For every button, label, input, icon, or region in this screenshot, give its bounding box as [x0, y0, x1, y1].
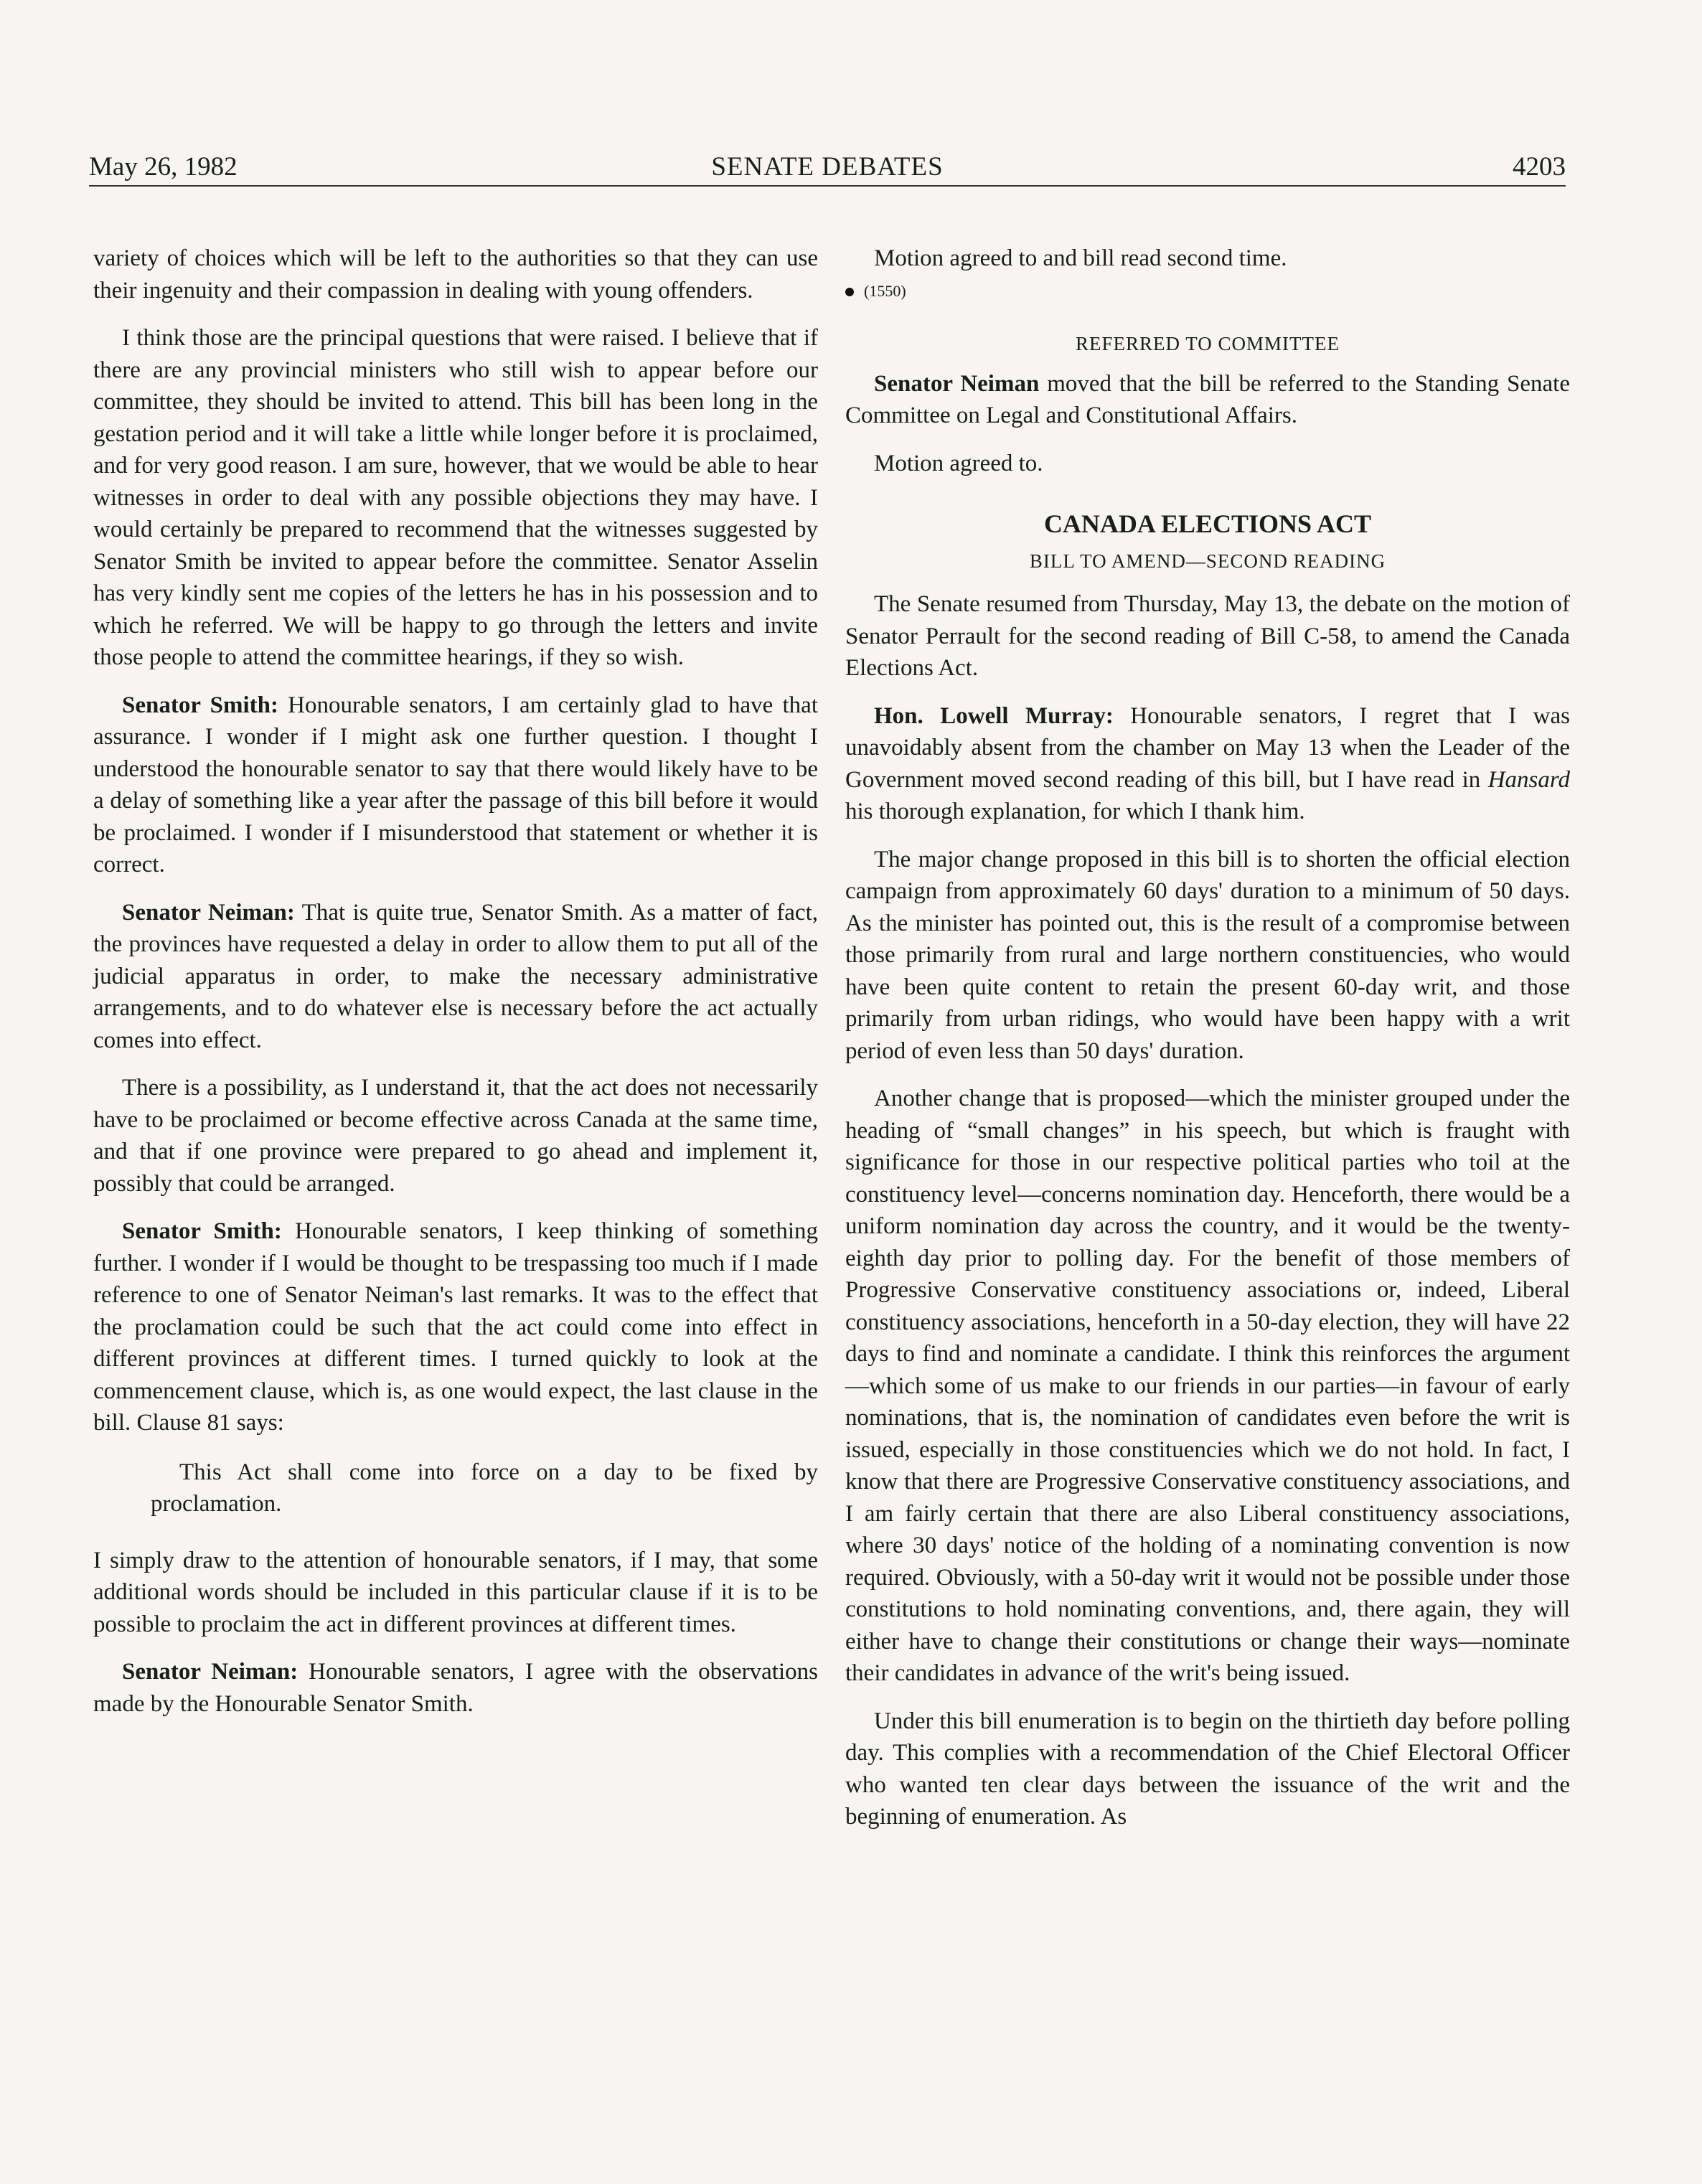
paragraph: [845, 700, 1570, 828]
paragraph: I think those are the principal questions that were raised. I believe that if there are any provincial ministers who still wish to appear before our committee, they should be invited to attend. This bill has been long in the gestation period and it will take a little while longer before it is proclaimed, and for very good reason. I am sure, however, that we would be able to hear witnesses in order to deal with any possible objections they may have. I would certainly be prepared to recommend that the witnesses suggested by Senator Smith be invited to appear before the committee. Senator Asselin has very kindly sent me copies of the letters he has in his possession and to which he referred. We will be happy to go through the letters and invite those people to attend the committee hearings, if they so wish.: [93, 325, 818, 670]
speech-text: Honourable senators, I keep thinking of something further. I wonder if I would be thought to be trespassing too much if I made reference to one of Senator Neiman's last remarks. It was to the effect that the proclamation could be such that the act could come into effect in different provinces at different times. I turned quickly to look at the commencement clause, which is, as one would expect, the last clause in the bill. Clause 81 says:: [93, 1218, 818, 1436]
paragraph: Motion agreed to and bill read second time.: [874, 245, 1287, 271]
paragraph: I simply draw to the attention of honourable senators, if I may, that some additional words should be included in this particular clause if it is to be possible to proclaim the act in different provinces at different times.: [93, 1547, 818, 1637]
speaker-name: Hon. Lowell Murray:: [874, 702, 1114, 729]
speech-text: moved that the bill be referred to the Standing Senate Committee on Legal and Constitutional Affairs.: [845, 370, 1570, 428]
paragraph: Motion agreed to.: [874, 450, 1043, 476]
paragraph: Another change that is proposed—which the minister grouped under the heading of “small changes” in his speech, but which is fraught with significance for those in our respective political parties who toil at the constituency level—concerns nomination day. Henceforth, there would be a uniform nomination day across the country, and it would be the twenty-eighth day prior to polling day. For the benefit of those members of Progressive Conservative constituency associations or, indeed, Liberal constituency associations, henceforth in a 50-day election, they will have 22 days to find and nominate a candidate. I think this reinforces the argument—which some of us make to our friends in our parties—in favour of early nominations, that is, the nomination of candidates even before the writ is issued, especially in those constituencies which we do not hold. In fact, I know that there are Progressive Conservative constituency associations, and I am fairly certain that there are also Liberal constituency associations, where 30 days' notice of the holding of a nominating convention is now required. Obviously, with a 50-day writ it would not be possible under those constitutions to hold nominating conventions, and, there again, they will either have to change their constitutions or change their ways—nominate their candidates in advance of the writ's being issued.: [845, 1086, 1570, 1686]
paragraph: [93, 689, 818, 881]
paragraph: There is a possibility, as I understand it, that the act does not necessarily have to be proclaimed or become effective across Canada at the same time, and that if one province were prepared to go ahead and implement it, possibly that could be arranged.: [93, 1075, 818, 1197]
quote-text: This Act shall come into force on a day to be fixed by proclamation.: [151, 1459, 818, 1517]
subheading: REFERRED TO COMMITTEE: [1075, 332, 1340, 354]
paragraph: The major change proposed in this bill is to shorten the official election campaign from approximately 60 days' duration to a minimum of 50 days. As the minister has pointed out, this is the result of a compromise between those primarily from rural and large northern constituencies, who would have been quite content to retain the present 60-day writ, and those primarily from urban ridings, who would have been happy with a writ period of even less than 50 days' duration.: [845, 846, 1570, 1064]
subheading: BILL TO AMEND—SECOND READING: [1029, 550, 1386, 572]
speaker-name: Senator Smith:: [122, 1218, 282, 1244]
header-rule: [89, 185, 1566, 187]
time-marker-text: (1550): [864, 281, 906, 300]
left-column: [93, 243, 818, 1736]
paragraph: Under this bill enumeration is to begin on the thirtieth day before polling day. This complies with a recommendation of the Chief Electoral Officer who wanted ten clear days between the issuance of the writ and the beginning of enumeration. As: [845, 1708, 1570, 1830]
paragraph: The Senate resumed from Thursday, May 13, the debate on the motion of Senator Perrault for the second reading of Bill C-58, to amend the Canada Elections Act.: [845, 591, 1570, 681]
page-number: 4203: [1513, 152, 1566, 182]
header-title: SENATE DEBATES: [711, 152, 944, 182]
speech-text: Honourable senators, I am certainly glad to have that assurance. I wonder if I might ask one further question. I thought I understood the honourable senator to say that there would likely have to be a delay of something like a year after the passage of this bill before it would be proclaimed. I wonder if I misunderstood that statement or whether it is correct.: [93, 692, 818, 877]
section-heading: CANADA ELECTIONS ACT: [1043, 509, 1372, 538]
paragraph: [93, 1215, 818, 1439]
page-header: [89, 149, 1566, 185]
speech-text: Honourable senators, I regret that I was unavoidably absent from the chamber on May 13 when the Leader of the Government moved second reading of this bill, but I have read in: [845, 702, 1570, 793]
speech-text: his thorough explanation, for which I thank him.: [845, 799, 1305, 824]
block-quote: [151, 1456, 818, 1520]
header-date: May 26, 1982: [89, 152, 238, 182]
speaker-name: Senator Neiman: [874, 370, 1040, 397]
italic-text: Hansard: [1487, 766, 1570, 793]
paragraph: [93, 1656, 818, 1720]
paragraph: [93, 897, 818, 1057]
paragraph: [845, 368, 1570, 432]
time-marker: [845, 281, 1570, 302]
speaker-name: Senator Smith:: [122, 692, 278, 718]
speech-text: Honourable senators, I agree with the observations made by the Honourable Senator Smith.: [93, 1659, 818, 1717]
right-column: [845, 243, 1570, 1849]
speaker-name: Senator Neiman:: [122, 899, 295, 926]
speaker-name: Senator Neiman:: [122, 1659, 298, 1685]
bullet-icon: [845, 288, 854, 296]
speech-text: That is quite true, Senator Smith. As a matter of fact, the provinces have requested a delay in order to allow them to put all of the judicial apparatus in order, to make the necessary administrative arrangements, and to do whatever else is necessary before the act actually comes into effect.: [93, 899, 819, 1053]
paragraph: variety of choices which will be left to the authorities so that they can use their ingenuity and their compassion in dealing with young offenders.: [93, 245, 818, 303]
